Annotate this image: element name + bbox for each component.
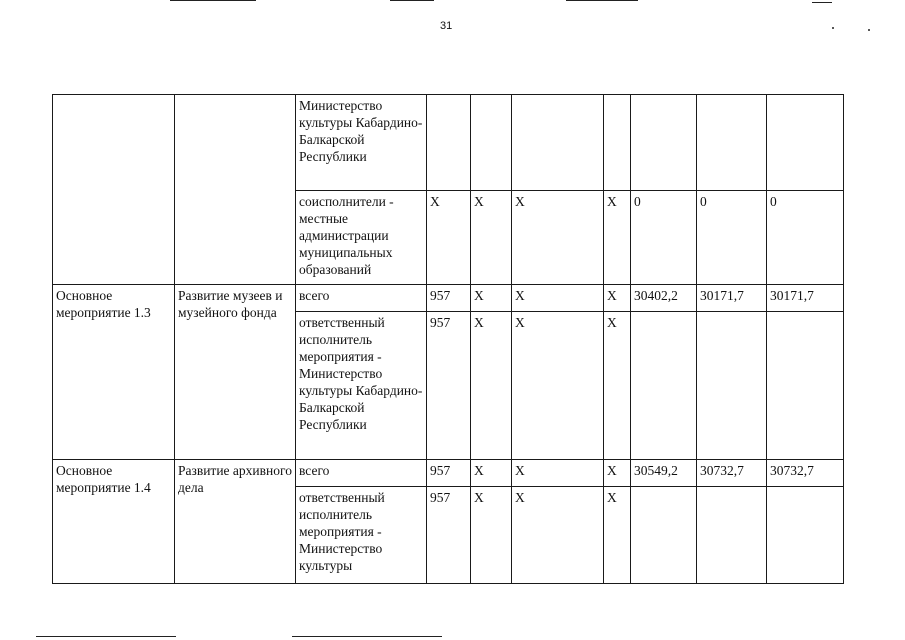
rz-cell: X xyxy=(471,487,512,584)
rz-cell xyxy=(471,95,512,191)
year3-cell: 30171,7 xyxy=(767,285,844,312)
rz-cell: X xyxy=(471,285,512,312)
csr-cell xyxy=(512,95,604,191)
csr-cell: X xyxy=(471,191,512,285)
grbs-cell: 957 xyxy=(427,460,471,487)
title-cell: Развитие архивного дела xyxy=(175,460,296,584)
scan-line-bottom-2 xyxy=(292,636,442,637)
year2-cell: 30732,7 xyxy=(697,460,767,487)
table-row xyxy=(53,460,844,487)
year2-cell: 0 xyxy=(697,191,767,285)
year1-cell: 0 xyxy=(631,191,697,285)
vr-cell: X xyxy=(604,460,631,487)
year3-cell xyxy=(767,95,844,191)
scan-line-top-1 xyxy=(170,0,256,1)
year1-cell xyxy=(631,95,697,191)
grbs-cell: 957 xyxy=(427,312,471,460)
x-cell: X xyxy=(604,191,631,285)
csr-cell: X xyxy=(512,487,604,584)
csr-cell: X xyxy=(512,312,604,460)
vr-cell: X xyxy=(604,312,631,460)
year1-cell xyxy=(631,487,697,584)
scan-line-top-2 xyxy=(390,0,434,1)
rz-cell: X xyxy=(427,191,471,285)
year3-cell xyxy=(767,487,844,584)
rz-cell: X xyxy=(471,312,512,460)
vr-cell xyxy=(604,95,631,191)
scan-line-top-3 xyxy=(566,0,638,1)
program-cell: Основное мероприятие 1.4 xyxy=(53,460,175,584)
rz-cell: X xyxy=(471,460,512,487)
scan-line-bottom-1 xyxy=(36,636,176,637)
executor-cell: соисполнители - местные администрации муниципальных образований xyxy=(296,191,427,285)
program-cell: Основное мероприятие 1.3 xyxy=(53,285,175,460)
executor-cell: всего xyxy=(296,285,427,312)
vr-cell: X xyxy=(604,487,631,584)
expenditure-table xyxy=(52,94,844,584)
table-row xyxy=(53,95,844,191)
table-row xyxy=(53,285,844,312)
csr-cell: X xyxy=(512,285,604,312)
vr-cell: X xyxy=(512,191,604,285)
year1-cell: 30402,2 xyxy=(631,285,697,312)
year1-cell xyxy=(631,312,697,460)
page-number: 31 xyxy=(440,20,453,32)
year3-cell xyxy=(767,312,844,460)
year3-cell: 30732,7 xyxy=(767,460,844,487)
program-cell xyxy=(53,95,175,285)
year2-cell xyxy=(697,312,767,460)
year2-cell xyxy=(697,95,767,191)
executor-cell: Министерство культуры Кабардино-Балкарской Республики xyxy=(296,95,427,191)
grbs-cell: 957 xyxy=(427,285,471,312)
executor-cell: ответственный исполнитель мероприятия - Министерство культуры Кабардино-Балкарской Республики xyxy=(296,312,427,460)
csr-cell: X xyxy=(512,460,604,487)
year2-cell xyxy=(697,487,767,584)
year3-cell: 0 xyxy=(767,191,844,285)
scan-dot-1 xyxy=(832,27,834,29)
executor-cell: ответственный исполнитель мероприятия - Министерство культуры xyxy=(296,487,427,584)
scan-line-top-4 xyxy=(812,2,832,3)
title-cell: Развитие музеев и музейного фонда xyxy=(175,285,296,460)
executor-cell: всего xyxy=(296,460,427,487)
year1-cell: 30549,2 xyxy=(631,460,697,487)
grbs-cell xyxy=(427,95,471,191)
vr-cell: X xyxy=(604,285,631,312)
year2-cell: 30171,7 xyxy=(697,285,767,312)
title-cell xyxy=(175,95,296,285)
grbs-cell: 957 xyxy=(427,487,471,584)
scan-dot-2 xyxy=(868,29,870,31)
